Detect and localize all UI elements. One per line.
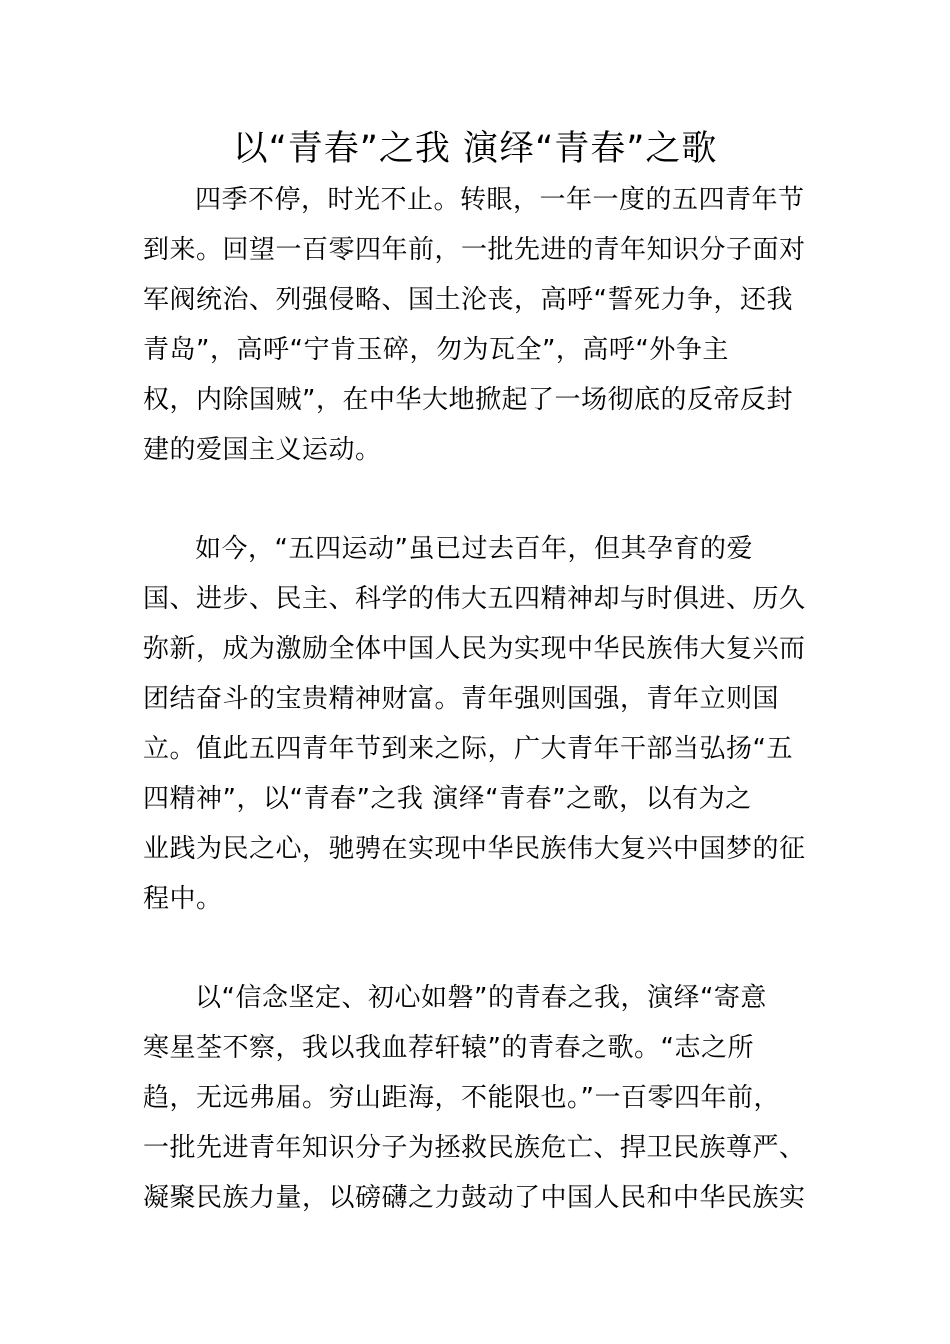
paragraph-line: 军阀统治、列强侵略、国土沦丧，高呼“誓死力争，还我 [143, 285, 793, 315]
paragraph-line: 建的爱国主义运动。 [143, 435, 382, 465]
paragraph-line: 团结奋斗的宝贵精神财富。青年强则国强，青年立则国 [143, 684, 780, 714]
paragraph-line: 弥新，成为激励全体中国人民为实现中华民族伟大复兴而 [143, 634, 806, 664]
paragraph-3 [143, 973, 811, 1223]
paragraph-line: 如今，“五四运动”虽已过去百年，但其孕育的爱 [195, 534, 753, 564]
document-title: 以“青春”之我 演绎“青春”之歌 [232, 129, 718, 169]
paragraph-line: 趋，无远弗届。穷山距海，不能限也。”一百零四年前， [143, 1083, 780, 1113]
paragraph-line: 业践为民之心，驰骋在实现中华民族伟大复兴中国梦的征 [143, 834, 806, 864]
paragraph-1 [143, 175, 811, 475]
paragraph-2 [143, 524, 811, 924]
paragraph-line: 以“信念坚定、初心如磐”的青春之我，演绎“寄意 [195, 983, 767, 1013]
paragraph-line: 立。值此五四青年节到来之际，广大青年干部当弘扬“五 [143, 734, 793, 764]
paragraph-line: 四精神”，以“青春”之我 演绎“青春”之歌，以有为之 [143, 784, 752, 814]
paragraph-line: 国、进步、民主、科学的伟大五四精神却与时俱进、历久 [143, 584, 806, 614]
paragraph-line: 权，内除国贼”，在中华大地掀起了一场彻底的反帝反封 [143, 385, 793, 415]
paragraph-line: 程中。 [143, 884, 223, 914]
paragraph-line: 寒星荃不察，我以我血荐轩辕”的青春之歌。“志之所 [143, 1033, 754, 1063]
paragraph-line: 到来。回望一百零四年前，一批先进的青年知识分子面对 [143, 235, 806, 265]
paragraph-line: 四季不停，时光不止。转眼，一年一度的五四青年节 [195, 185, 805, 215]
paragraph-line: 青岛”，高呼“宁肯玉碎，勿为瓦全”，高呼“外争主 [143, 335, 729, 365]
paragraph-line: 一批先进青年知识分子为拯救民族危亡、捍卫民族尊严、 [143, 1133, 806, 1163]
paragraph-line: 凝聚民族力量，以磅礴之力鼓动了中国人民和中华民族实 [143, 1183, 806, 1213]
